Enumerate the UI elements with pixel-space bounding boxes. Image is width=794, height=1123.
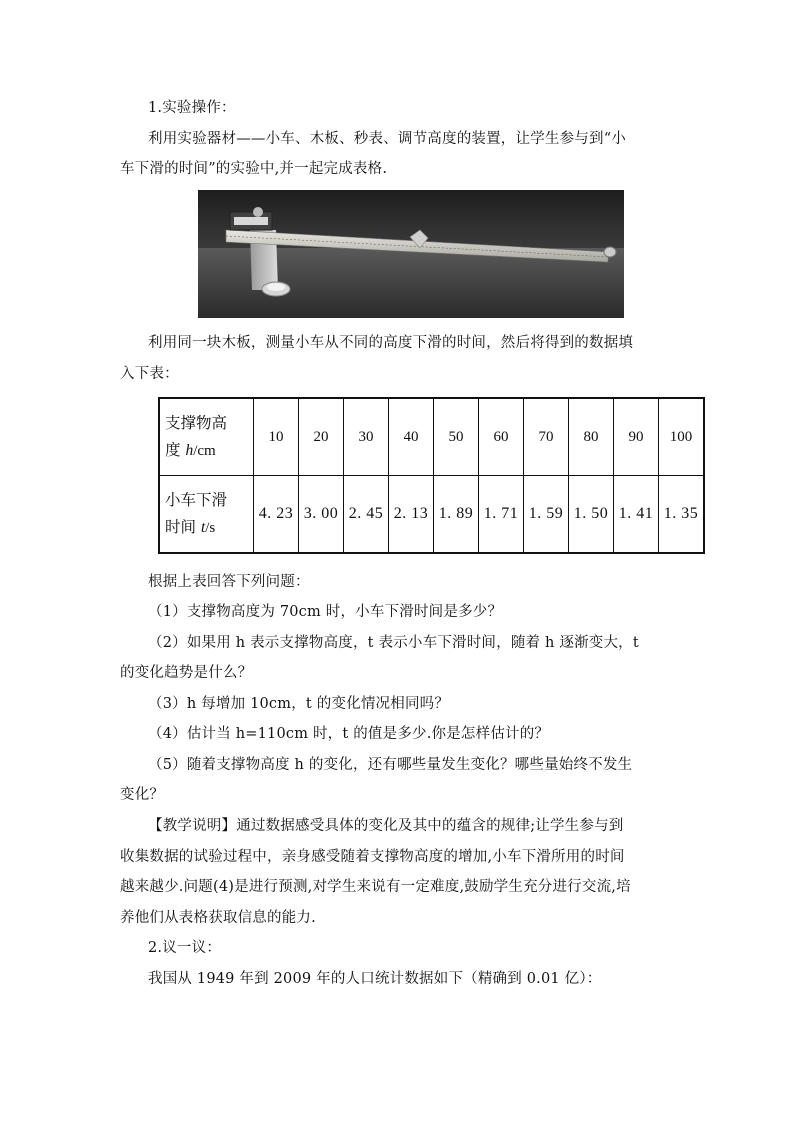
height-header-prefix: 度 xyxy=(165,440,186,459)
section2-heading: 2.议一议： xyxy=(148,940,222,956)
section2-line1: 我国从 1949 年到 2009 年的人口统计数据如下（精确到 0.01 亿）： xyxy=(148,971,602,987)
measure-text-line1: 利用同一块木板，测量小车从不同的高度下滑的时间，然后将得到的数据填 xyxy=(148,335,634,351)
question-5-line2: 变化？ xyxy=(120,787,165,803)
time-cell: 1. 89 xyxy=(434,476,479,554)
height-cell: 100 xyxy=(659,398,705,476)
time-cell: 2. 13 xyxy=(389,476,434,554)
teaching-note-line4: 养他们从表格获取信息的能力. xyxy=(120,910,316,926)
time-cell: 1. 71 xyxy=(479,476,524,554)
measure-text-line2: 入下表： xyxy=(120,366,179,382)
time-cell: 1. 35 xyxy=(659,476,705,554)
height-cell: 30 xyxy=(344,398,389,476)
time-row-header xyxy=(159,476,254,554)
teaching-note-line1: 【教学说明】通过数据感受具体的变化及其中的蕴含的规律;让学生参与到 xyxy=(148,818,624,834)
time-header-prefix: 时间 xyxy=(165,517,201,536)
height-cell: 10 xyxy=(254,398,299,476)
height-row-header xyxy=(159,398,254,476)
time-header-var: t xyxy=(200,518,206,536)
time-header-line1: 小车下滑 xyxy=(165,490,228,509)
time-header-unit: /s xyxy=(205,519,216,536)
question-2-line2: 的变化趋势是什么？ xyxy=(120,665,253,681)
teaching-note-line2: 收集数据的试验过程中，亲身感受随着支撑物高度的增加,小车下滑所用的时间 xyxy=(120,849,625,865)
section1-intro-line1: 利用实验器材——小车、木板、秒表、调节高度的装置，让学生参与到“小 xyxy=(148,131,627,147)
section1-heading: 1.实验操作： xyxy=(148,100,236,116)
height-cell: 60 xyxy=(479,398,524,476)
time-cell: 1. 59 xyxy=(524,476,569,554)
teaching-note-line3: 越来越少.问题(4)是进行预测,对学生来说有一定难度,鼓励学生充分进行交流,培 xyxy=(120,879,631,895)
height-header-var: h xyxy=(185,441,194,459)
height-cell: 80 xyxy=(569,398,614,476)
inclined-ramp-photo xyxy=(198,190,624,318)
height-cell: 40 xyxy=(389,398,434,476)
time-row xyxy=(159,476,704,554)
question-3: （3）h 每增加 10cm，t 的变化情况相同吗？ xyxy=(148,696,450,712)
time-cell: 4. 23 xyxy=(254,476,299,554)
question-5-line1: （5）随着支撑物高度 h 的变化，还有哪些量发生变化？哪些量始终不发生 xyxy=(148,757,633,773)
questions-lead: 根据上表回答下列问题： xyxy=(148,574,310,590)
section1-intro-line2: 车下滑的时间”的实验中,并一起完成表格. xyxy=(120,161,388,177)
question-4: （4）估计当 h=110cm 时，t 的值是多少.你是怎样估计的？ xyxy=(148,726,550,742)
time-cell: 1. 41 xyxy=(614,476,659,554)
height-cell: 20 xyxy=(299,398,344,476)
height-cell: 50 xyxy=(434,398,479,476)
time-cell: 3. 00 xyxy=(299,476,344,554)
question-2-line1: （2）如果用 h 表示支撑物高度，t 表示小车下滑时间，随着 h 逐渐变大，t xyxy=(148,635,639,651)
time-cell: 2. 45 xyxy=(344,476,389,554)
height-cell: 70 xyxy=(524,398,569,476)
time-cell: 1. 50 xyxy=(569,476,614,554)
height-cell: 90 xyxy=(614,398,659,476)
height-row xyxy=(159,398,704,476)
height-header-line1: 支撑物高 xyxy=(165,413,228,432)
ramp-illustration xyxy=(198,190,624,318)
question-1: （1）支撑物高度为 70cm 时，小车下滑时间是多少？ xyxy=(148,604,503,620)
height-header-unit: /cm xyxy=(193,442,216,459)
data-table xyxy=(158,397,705,554)
